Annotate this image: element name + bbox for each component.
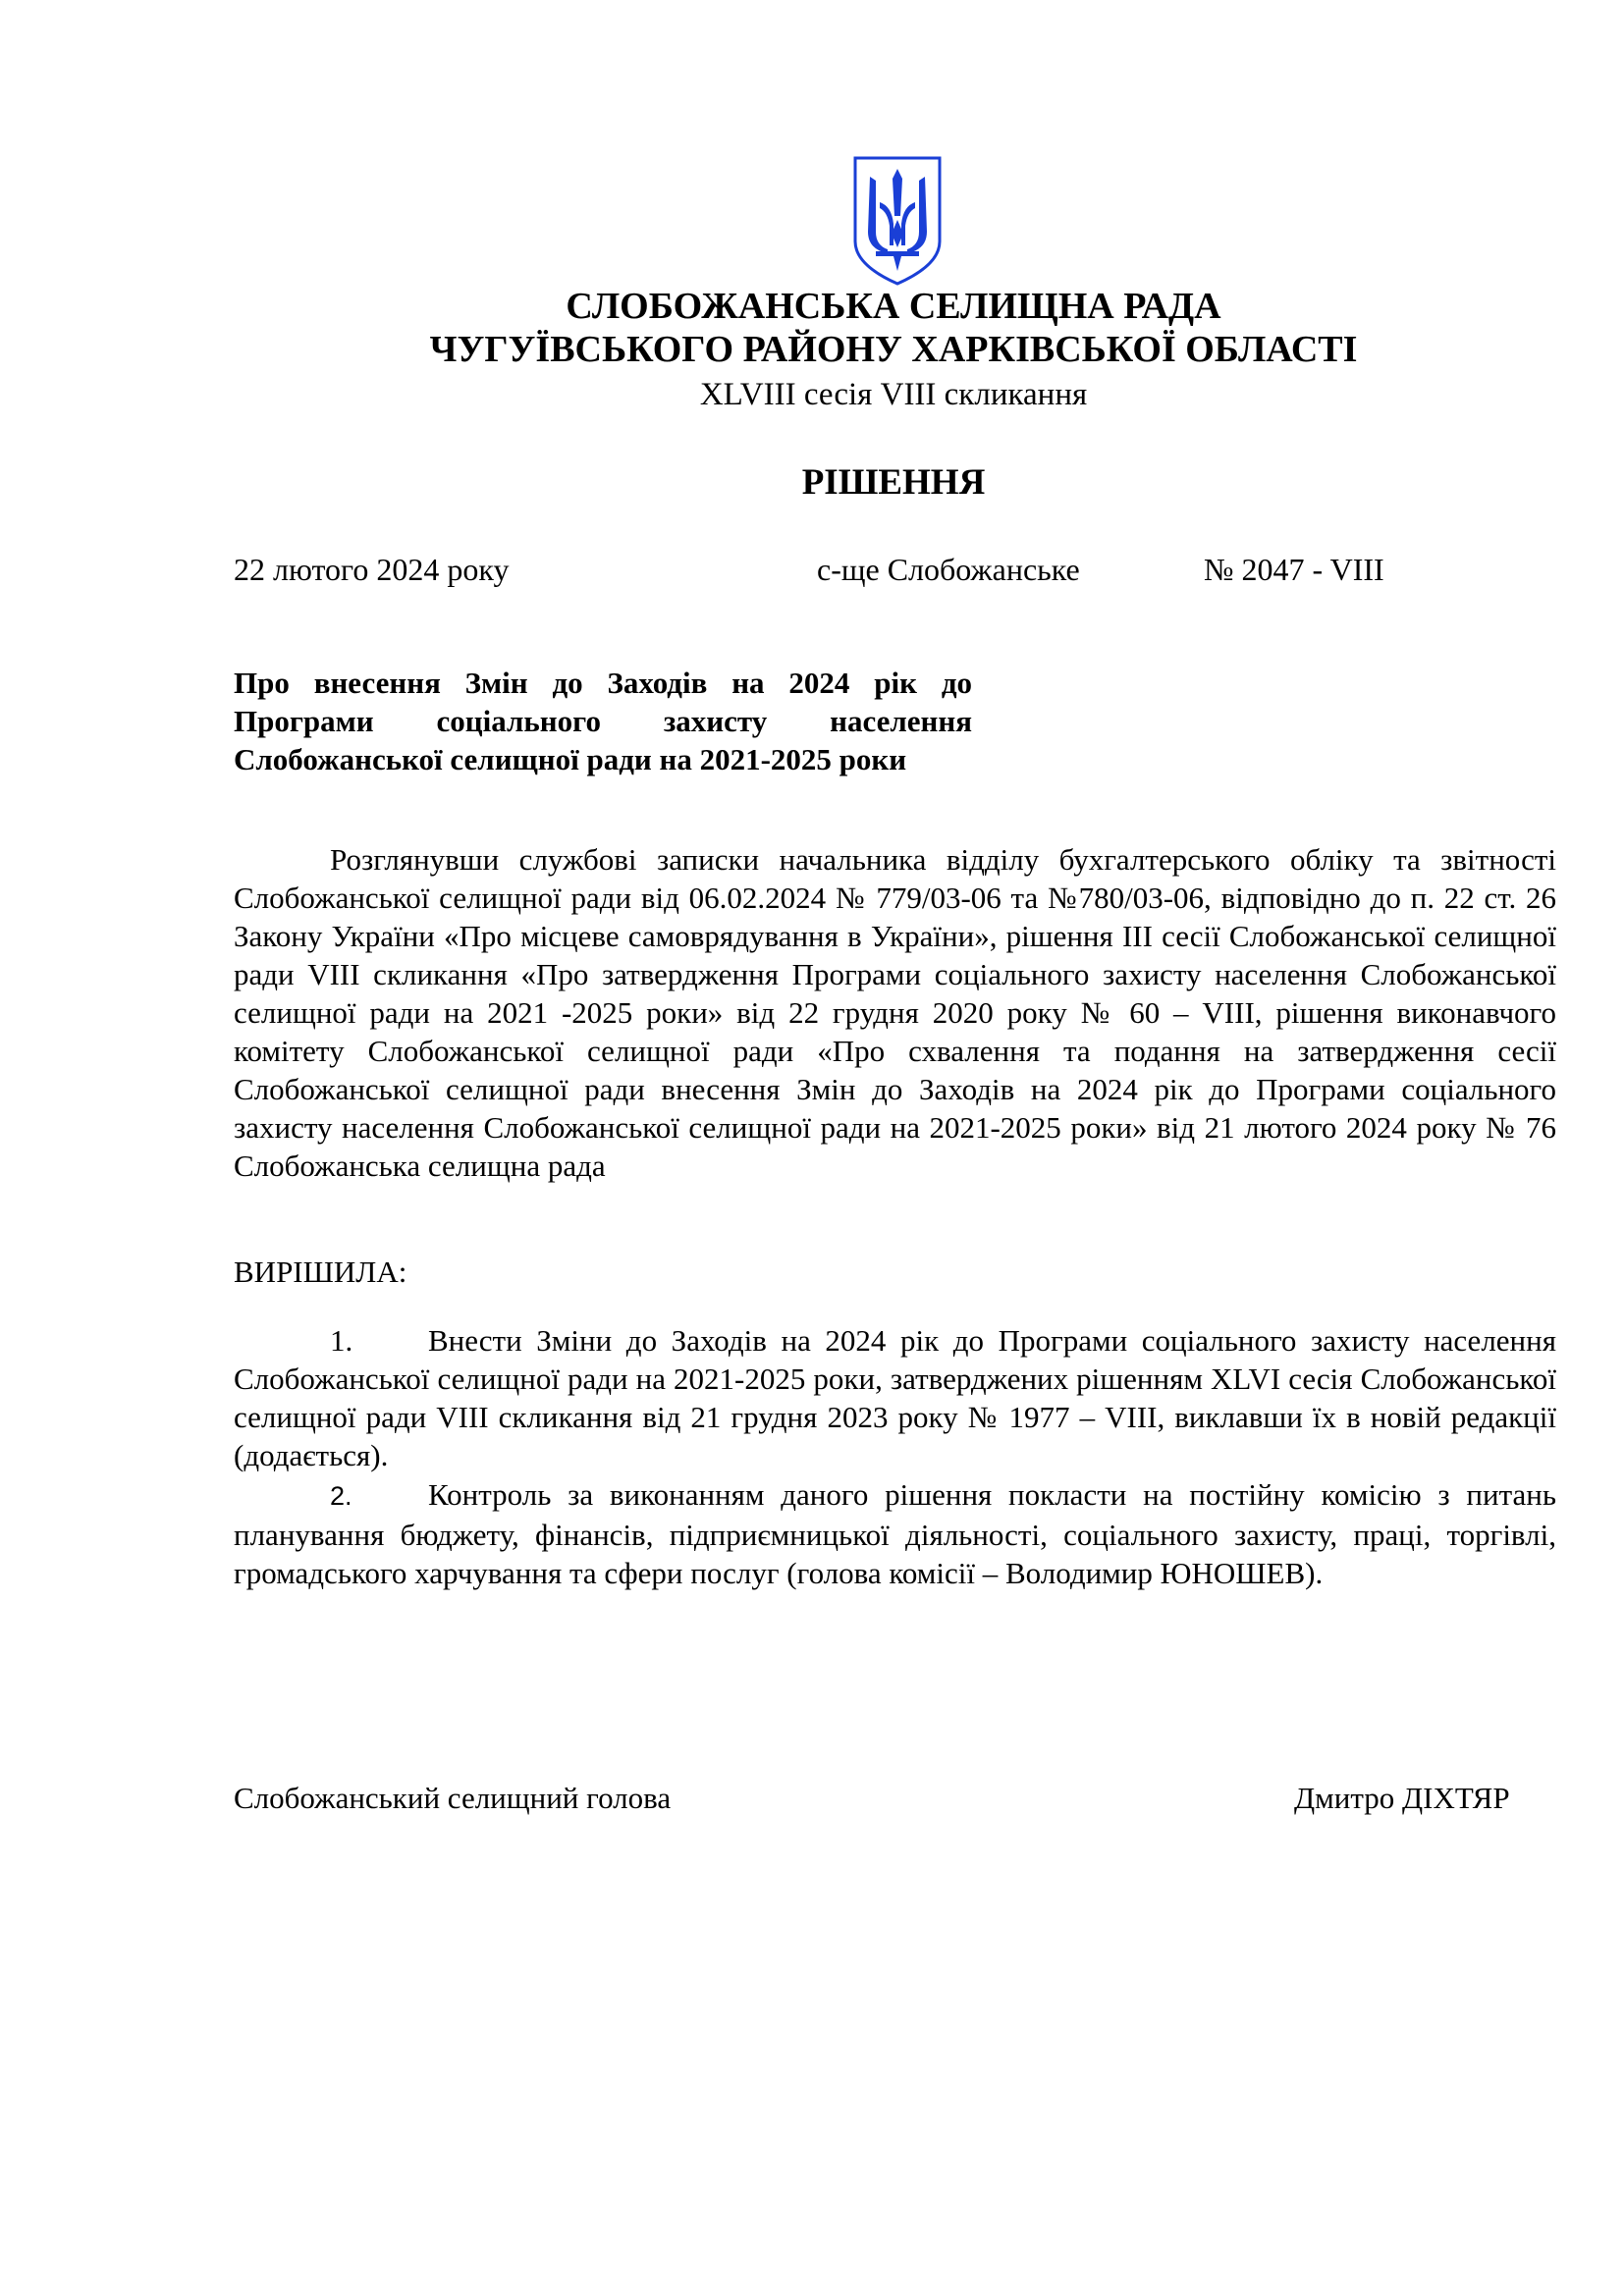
preamble-paragraph: Розглянувши службові записки начальника відділу бухгалтерського обліку та звітності Слобожанської селищної ради від 06.02.2024 № 779/03-06 та №780/03-06, відповідно до п. 22 ст. 26 Закону України «Про місцеве самоврядування в України», рішення ІІІ сесії Слобожанської селищної ради VIII скликання «Про затвердження Програми соціального захисту населення Слобожанської селищної ради на 2021 -2025 роки» від 22 грудня 2020 року № 60 – VIII, рішення виконавчого комітету Слобожанської селищної ради «Про схвалення та подання на затвердження сесії Слобожанської селищної ради внесення Змін до Заходів на 2024 рік до Програми соціального захисту населення Слобожанської селищної ради на 2021-2025 роки» від 21 лютого 2024 року № 76 Слобожанська селищна рада [234,842,1556,1183]
organization-name-line1: СЛОБОЖАНСЬКА СЕЛИЩНА РАДА [566,286,1221,327]
item-number: 1. [330,1323,353,1358]
decision-items-list [234,1321,1556,1593]
session-line: XLVIII сесія VIII скликання [699,377,1088,412]
document-type-title: РІШЕННЯ [801,462,986,503]
decision-item [234,1321,1556,1474]
decision-place: с-ще Слобожанське [817,552,1080,587]
signatory-title: Слобожанський селищний голова [234,1781,672,1815]
organization-name-line2: ЧУГУЇВСЬКОГО РАЙОНУ ХАРКІВСЬКОЇ ОБЛАСТІ [429,329,1358,370]
decided-heading: ВИРІШИЛА: [234,1255,407,1289]
coat-of-arms-icon [852,155,943,287]
decision-number: № 2047 - VIII [1204,552,1384,587]
item-text: Внести Зміни до Заходів на 2024 рік до Програми соціального захисту населення Слобожанської селищної ради на 2021-2025 роки, затверджених рішенням XLVI сесія Слобожанської селищної ради VIII скликання від 21 грудня 2023 року № 1977 – VIII, виклавши їх в новій редакції (додається). [234,1323,1556,1472]
decision-item [234,1475,1556,1592]
decision-date: 22 лютого 2024 року [234,552,510,587]
signatory-name: Дмитро ДІХТЯР [1294,1781,1510,1815]
decision-subject: Про внесення Змін до Заходів на 2024 рік до Програми соціального захисту населення Слобожанської селищної ради на 2021-2025 роки [234,666,972,776]
item-number: 2. [330,1481,352,1511]
item-text: Контроль за виконанням даного рішення покласти на постійну комісію з питань планування бюджету, фінансів, підприємницької діяльності, соціального захисту, праці, торгівлі, громадського харчування та сфери послуг (голова комісії – Володимир ЮНОШЕВ). [234,1477,1556,1590]
